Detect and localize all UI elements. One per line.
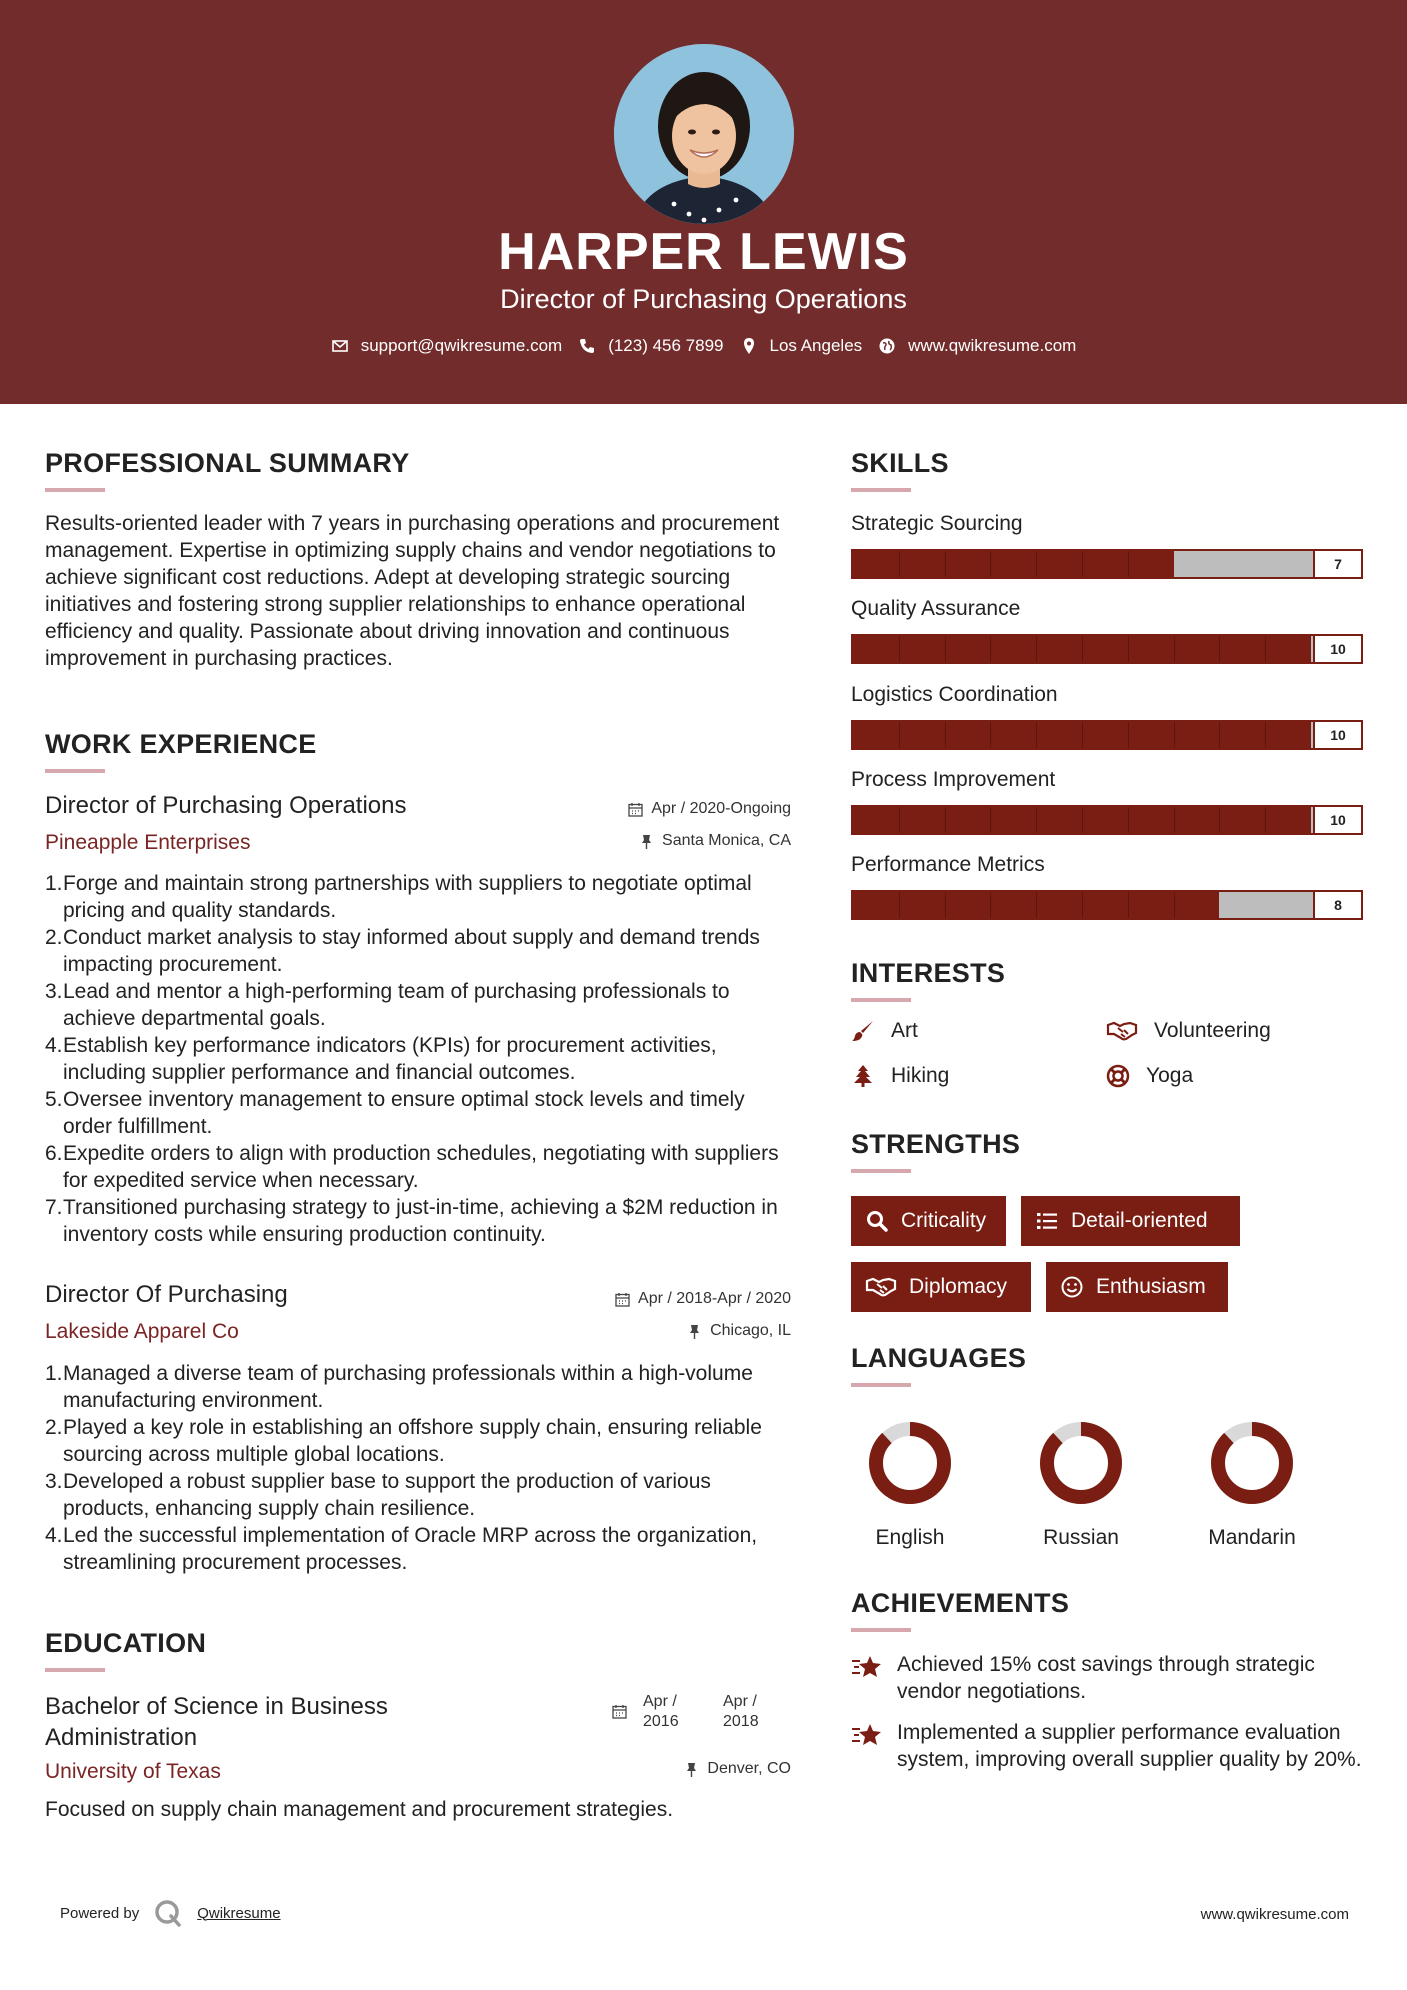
skill-level: 7 (1313, 551, 1361, 577)
skill-bar-segment (1036, 551, 1037, 577)
skill-bar-segment (899, 722, 900, 748)
skill-bar-segment (945, 551, 946, 577)
footer-powered-by (60, 1898, 281, 1928)
degree-title-line-2: Administration (45, 1724, 198, 1751)
education-start-line-1: Apr / (643, 1693, 677, 1710)
experience-rule (45, 769, 105, 773)
school-name: University of Texas (45, 1760, 221, 1783)
skill-bar (851, 720, 1363, 750)
language-donut (1207, 1418, 1297, 1508)
contact-location (740, 336, 863, 356)
language-name: Mandarin (1208, 1526, 1296, 1549)
skill-label: Logistics Coordination (851, 683, 1058, 706)
skill-bar-segment (1128, 892, 1129, 918)
language-name: Russian (1043, 1526, 1119, 1549)
candidate-name: HARPER LEWIS (498, 223, 909, 281)
skill-bar-segment (990, 551, 991, 577)
resume-header (0, 0, 1407, 404)
achievements-rule (851, 1628, 911, 1632)
skill-label: Performance Metrics (851, 853, 1045, 876)
list-item: 3. Developed a robust supplier base to support the production of various products, enhancing supply chain resilience. (45, 1470, 711, 1520)
profile-photo-graphic (614, 44, 794, 224)
strengths-rule (851, 1169, 911, 1173)
list-item: 2. Conduct market analysis to stay informed about supply and demand trends impacting procurement. (45, 926, 760, 976)
summary-rule (45, 488, 105, 492)
skill-bar (851, 549, 1363, 579)
list-item: 1. Managed a diverse team of purchasing professionals within a high-volume manufacturing environment. (45, 1362, 753, 1412)
degree-title-line-1: Bachelor of Science in Business (45, 1693, 388, 1720)
strength-enthusiasm (1046, 1262, 1228, 1312)
list-item: 1. Forge and maintain strong partnerships with suppliers to negotiate optimal pricing and quality standards. (45, 872, 752, 922)
calendar-icon (628, 802, 643, 817)
skill-level: 10 (1313, 807, 1361, 833)
skill-bar-segment (1128, 636, 1129, 662)
interests-rule (851, 998, 911, 1002)
strength-detail-oriented (1021, 1196, 1240, 1246)
skill-bar (851, 890, 1363, 920)
skill-bar-segment (1128, 551, 1129, 577)
list-item: 5. Oversee inventory management to ensure optimal stock levels and timely order fulfillment. (45, 1088, 745, 1138)
languages-heading: LANGUAGES (851, 1343, 1027, 1373)
profile-photo (614, 44, 794, 224)
strength-detail-oriented-label: Detail-oriented (1071, 1209, 1208, 1232)
job-dates-2 (615, 1290, 791, 1308)
powered-by-text: Powered by (60, 1904, 140, 1922)
skill-bar (851, 805, 1363, 835)
skill-label: Strategic Sourcing (851, 512, 1023, 535)
job-duties-2 (45, 1360, 795, 1576)
skill-bar-segment (1174, 807, 1175, 833)
achievement-item (851, 1719, 1371, 1773)
language-english (840, 1418, 980, 1550)
interest-volunteering (1106, 1019, 1271, 1043)
contact-website[interactable] (878, 336, 1076, 356)
strength-enthusiasm-label: Enthusiasm (1096, 1275, 1206, 1298)
calendar-icon (615, 1292, 630, 1307)
list-item: 2. Played a key role in establishing an offshore supply chain, ensuring reliable sourcing across multiple global locations. (45, 1416, 762, 1466)
skill-bar-segment (899, 636, 900, 662)
globe-icon (878, 337, 896, 355)
education-location-text: Denver, CO (707, 1760, 791, 1777)
company-2: Lakeside Apparel Co (45, 1320, 239, 1343)
skill-bar-segment (1174, 636, 1175, 662)
skill-bar-segment (945, 722, 946, 748)
strengths-heading: STRENGTHS (851, 1129, 1021, 1159)
smile-icon (1060, 1275, 1084, 1299)
job-duties-1 (45, 870, 795, 1248)
star-medal-icon (851, 1653, 883, 1681)
education-start-line-2: 2016 (643, 1713, 679, 1730)
skill-label: Quality Assurance (851, 597, 1021, 620)
contact-phone[interactable] (578, 336, 723, 356)
skill-bar-segment (1219, 807, 1220, 833)
map-pin-icon (740, 337, 758, 355)
interest-art (851, 1019, 918, 1043)
education-rule (45, 1668, 105, 1672)
job-location-2-text: Chicago, IL (710, 1322, 791, 1339)
education-description: Focused on supply chain management and procurement strategies. (45, 1798, 674, 1821)
list-icon (1035, 1209, 1059, 1233)
footer-website[interactable]: www.qwikresume.com (1200, 1906, 1349, 1923)
interest-volunteering-label: Volunteering (1154, 1019, 1271, 1042)
contact-row (0, 336, 1407, 356)
skill-bar-segment (945, 807, 946, 833)
star-medal-icon (851, 1721, 883, 1749)
list-item: 7. Transitioned purchasing strategy to just-in-time, achieving a $2M reduction in inventory costs while ensuring production continuity. (45, 1196, 778, 1246)
education-end-date (723, 1692, 759, 1732)
skill-bar-segment (990, 892, 991, 918)
skill-bar-segment (1174, 892, 1175, 918)
skill-bar-segment (1265, 636, 1266, 662)
achievement-text: Achieved 15% cost savings through strategic vendor negotiations. (897, 1653, 1315, 1703)
language-donut-fill (876, 1429, 944, 1497)
language-donut (1036, 1418, 1126, 1508)
skill-bar-segment (1082, 807, 1083, 833)
skills-rule (851, 488, 911, 492)
achievements-heading: ACHIEVEMENTS (851, 1588, 1070, 1618)
language-donut-fill (1047, 1429, 1115, 1497)
contact-location-text: Los Angeles (769, 336, 863, 355)
contact-phone-text: (123) 456 7899 (608, 336, 724, 355)
skill-bar-segment (990, 807, 991, 833)
skill-bar-segment (899, 551, 900, 577)
skill-bar-segment (990, 636, 991, 662)
interest-yoga (1106, 1064, 1193, 1088)
candidate-title: Director of Purchasing Operations (500, 284, 907, 314)
list-item: 4. Led the successful implementation of Oracle MRP across the organization, streamlining procurement processes. (45, 1524, 758, 1574)
pushpin-icon (639, 834, 654, 849)
skill-bar-segment (1036, 636, 1037, 662)
education-end-line-2: 2018 (723, 1713, 759, 1730)
envelope-icon (331, 337, 349, 355)
lifebuoy-icon (1106, 1064, 1130, 1088)
language-donut (865, 1418, 955, 1508)
skills-heading: SKILLS (851, 448, 949, 478)
summary-text: Results-oriented leader with 7 years in purchasing operations and procurement management. Expertise in optimizing supply chains and vendor negotiations to achieve significant cost reductions. Adept at developing strategic sourcing initiatives and fostering strong supplier relationships to enhance operational efficiency and quality. Passionate about driving innovation and continuous improvement in purchasing practices. (45, 512, 780, 670)
handshake-icon (1106, 1019, 1138, 1043)
skill-bar-segment (1036, 892, 1037, 918)
handshake-icon (865, 1275, 897, 1299)
job-dates-1-text: Apr / 2020-Ongoing (651, 800, 791, 817)
skill-bar-segment (1082, 722, 1083, 748)
phone-icon (578, 337, 596, 355)
summary-heading: PROFESSIONAL SUMMARY (45, 448, 410, 478)
skill-bar-segment (990, 722, 991, 748)
calendar-icon (612, 1704, 627, 1719)
skill-bar-segment (1036, 722, 1037, 748)
job-location-1-text: Santa Monica, CA (662, 832, 791, 849)
skill-bar-segment (1219, 722, 1220, 748)
languages-rule (851, 1383, 911, 1387)
education-location (684, 1760, 791, 1778)
strength-criticality (851, 1196, 1006, 1246)
interests-heading: INTERESTS (851, 958, 1006, 988)
skill-bar-segment (1265, 722, 1266, 748)
qwikresume-logo-icon (153, 1898, 183, 1928)
skill-bar-segment (1082, 636, 1083, 662)
interest-art-label: Art (891, 1019, 918, 1042)
interest-hiking (851, 1064, 949, 1088)
education-dates (612, 1692, 759, 1732)
skill-bar-segment (1082, 892, 1083, 918)
interest-yoga-label: Yoga (1146, 1064, 1194, 1087)
education-end-line-1: Apr / (723, 1693, 757, 1710)
skill-bar (851, 634, 1363, 664)
interest-hiking-label: Hiking (891, 1064, 950, 1087)
skill-bar-segment (945, 892, 946, 918)
skill-bar-segment (945, 636, 946, 662)
education-start-date (643, 1692, 707, 1732)
strength-diplomacy-label: Diplomacy (909, 1275, 1008, 1298)
contact-website-text: www.qwikresume.com (908, 336, 1077, 355)
job-dates-2-text: Apr / 2018-Apr / 2020 (638, 1290, 791, 1307)
qwikresume-link[interactable]: Qwikresume (197, 1904, 281, 1922)
job-title-1: Director of Purchasing Operations (45, 792, 407, 819)
achievement-text: Implemented a supplier performance evaluation system, improving overall supplier quality by 20%. (897, 1721, 1362, 1771)
paintbrush-icon (851, 1019, 875, 1043)
skill-bar-segment (1036, 807, 1037, 833)
search-icon (865, 1209, 889, 1233)
contact-email[interactable] (331, 336, 563, 356)
education-heading: EDUCATION (45, 1628, 207, 1658)
company-1: Pineapple Enterprises (45, 831, 251, 854)
skill-bar-segment (1128, 722, 1129, 748)
strength-criticality-label: Criticality (901, 1209, 987, 1232)
language-mandarin (1182, 1418, 1322, 1550)
degree-title (45, 1691, 388, 1753)
skill-level: 10 (1313, 636, 1361, 662)
language-name: English (875, 1526, 945, 1549)
job-dates-1 (628, 800, 791, 818)
pushpin-icon (687, 1324, 702, 1339)
skill-level: 8 (1313, 892, 1361, 918)
skill-bar-segment (1128, 807, 1129, 833)
skill-bar-segment (899, 892, 900, 918)
language-donut-fill (1218, 1429, 1286, 1497)
skill-bar-segment (899, 807, 900, 833)
list-item: 3. Lead and mentor a high-performing team of purchasing professionals to achieve departmental goals. (45, 980, 730, 1030)
list-item: 4. Establish key performance indicators (KPIs) for procurement activities, including supplier performance and financial outcomes. (45, 1034, 717, 1084)
skill-level: 10 (1313, 722, 1361, 748)
job-location-2 (687, 1322, 791, 1340)
skill-bar-segment (1219, 636, 1220, 662)
skill-bar-segment (1174, 722, 1175, 748)
skill-bar-segment (1082, 551, 1083, 577)
list-item: 6. Expedite orders to align with production schedules, negotiating with suppliers for expedited service when necessary. (45, 1142, 779, 1192)
strength-diplomacy (851, 1262, 1031, 1312)
tree-icon (851, 1064, 875, 1088)
experience-heading: WORK EXPERIENCE (45, 729, 317, 759)
pushpin-icon (684, 1762, 699, 1777)
skill-bar-fill (853, 551, 1174, 577)
job-location-1 (639, 832, 791, 850)
achievement-item (851, 1651, 1371, 1705)
contact-email-text: support@qwikresume.com (360, 336, 563, 355)
job-title-2: Director Of Purchasing (45, 1281, 288, 1308)
skill-label: Process Improvement (851, 768, 1056, 791)
skill-bar-segment (1265, 807, 1266, 833)
language-russian (1011, 1418, 1151, 1550)
